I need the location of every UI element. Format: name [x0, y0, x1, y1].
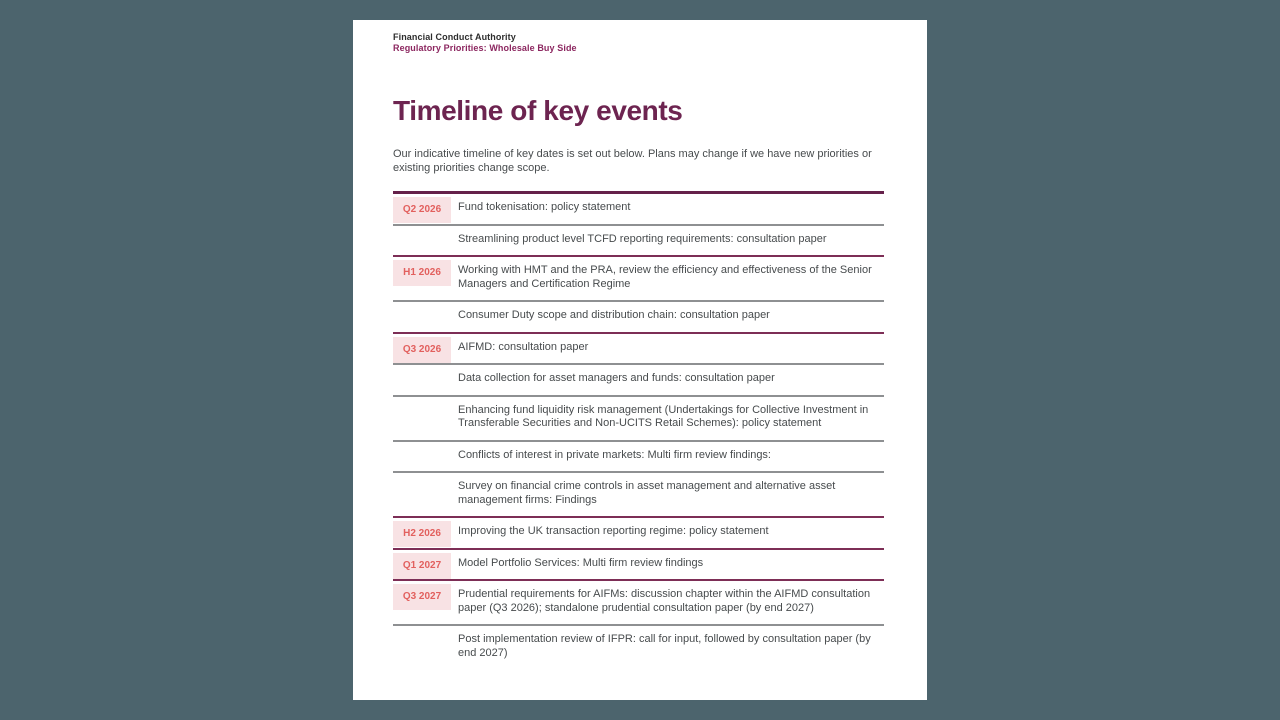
date-cell: [393, 302, 458, 332]
date-badge: H2 2026: [393, 521, 451, 547]
date-cell: [393, 334, 458, 364]
event-description: Working with HMT and the PRA, review the efficiency and effectiveness of the Senior Managers and Certification Regime: [458, 264, 872, 290]
timeline-row: [393, 440, 884, 472]
timeline-row: [393, 255, 884, 300]
event-description: Model Portfolio Services: Multi firm review findings: [458, 556, 704, 569]
event-description: Enhancing fund liquidity risk management (Undertakings for Collective Investment in Transferable Securities and Non-UCITS Retail Schemes): policy statement: [458, 403, 869, 429]
event-description: Conflicts of interest in private markets: Multi firm review findings:: [458, 448, 771, 461]
date-badge: H1 2026: [393, 260, 451, 286]
date-cell: [393, 473, 458, 516]
page-title: Timeline of key events: [393, 95, 683, 126]
event-description: Data collection for asset managers and funds: consultation paper: [458, 372, 775, 384]
brand-name: Financial Conduct Authority: [393, 32, 516, 42]
date-badge: Q3 2026: [393, 337, 451, 363]
timeline-table: [393, 191, 884, 669]
date-cell: [393, 397, 458, 440]
date-badge: Q2 2026: [393, 197, 451, 223]
date-cell: [393, 626, 458, 669]
timeline-row: [393, 191, 884, 224]
timeline-row: [393, 363, 884, 395]
event-description: AIFMD: consultation paper: [458, 340, 589, 353]
event-description: Consumer Duty scope and distribution chain: consultation paper: [458, 309, 770, 321]
timeline-row: [393, 224, 884, 256]
event-description: Fund tokenisation: policy statement: [458, 201, 631, 213]
document-page: [353, 20, 927, 700]
timeline-row: [393, 332, 884, 364]
event-description: Post implementation review of IFPR: call for input, followed by consultation paper (by end 2027): [458, 633, 871, 659]
date-cell: [393, 550, 458, 580]
timeline-row: [393, 516, 884, 548]
timeline-row: [393, 579, 884, 624]
date-cell: [393, 518, 458, 548]
timeline-row: [393, 300, 884, 332]
brand-subtitle: Regulatory Priorities: Wholesale Buy Side: [393, 43, 577, 53]
event-description: Survey on financial crime controls in asset management and alternative asset management firms: Findings: [458, 480, 836, 506]
timeline-row: [393, 624, 884, 669]
event-description: Prudential requirements for AIFMs: discussion chapter within the AIFMD consultation paper (Q3 2026); standalone prudential consultation paper (by end 2027): [458, 588, 871, 614]
date-cell: [393, 442, 458, 472]
intro-paragraph: Our indicative timeline of key dates is set out below. Plans may change if we have new priorities or existing priorities change scope.: [393, 148, 872, 174]
date-cell: [393, 581, 458, 624]
event-description: Streamlining product level TCFD reporting requirements: consultation paper: [458, 232, 827, 245]
date-cell: [393, 365, 458, 395]
timeline-row: [393, 548, 884, 580]
date-badge: Q3 2027: [393, 584, 451, 610]
event-description: Improving the UK transaction reporting regime: policy statement: [458, 525, 769, 537]
timeline-row: [393, 395, 884, 440]
date-cell: [393, 226, 458, 256]
document-header: [393, 32, 883, 54]
date-cell: [393, 257, 458, 300]
date-cell: [393, 194, 458, 224]
timeline-row: [393, 471, 884, 516]
date-badge: Q1 2027: [393, 553, 451, 579]
